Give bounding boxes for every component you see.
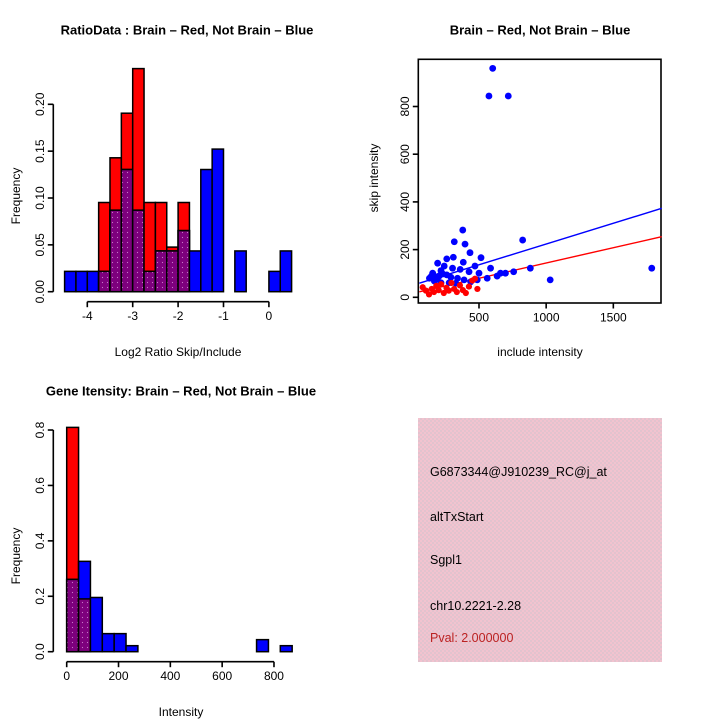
gene-intensity-histogram-canvas [0, 360, 360, 720]
svg-text:0.00: 0.00 [32, 280, 47, 304]
svg-text:0.6: 0.6 [32, 477, 47, 494]
svg-text:0.0: 0.0 [32, 643, 47, 661]
gene-symbol-text: Sgpl1 [430, 553, 462, 567]
svg-text:0.20: 0.20 [32, 92, 47, 116]
ratio-histogram-y-label: Frequency [9, 167, 23, 225]
svg-text:400: 400 [160, 669, 181, 684]
svg-text:0.05: 0.05 [32, 233, 47, 257]
svg-text:800: 800 [397, 96, 412, 117]
gene-intensity-histogram-x-label: Intensity [158, 705, 204, 719]
svg-text:200: 200 [108, 669, 129, 684]
ratio-histogram-canvas [0, 0, 360, 360]
gene-info-box [418, 418, 662, 662]
event-type-text: altTxStart [430, 510, 484, 524]
svg-text:0.4: 0.4 [32, 532, 47, 550]
svg-text:0: 0 [265, 309, 273, 324]
gene-intensity-histogram-y-label: Frequency [9, 527, 23, 585]
svg-text:1000: 1000 [532, 310, 560, 325]
svg-text:0.10: 0.10 [32, 186, 47, 210]
svg-text:-4: -4 [81, 309, 93, 324]
ratio-histogram-title: RatioData : Brain – Red, Not Brain – Blue [60, 22, 314, 38]
svg-text:1500: 1500 [599, 310, 627, 325]
svg-text:0.8: 0.8 [32, 421, 47, 439]
svg-text:0: 0 [397, 293, 412, 301]
svg-text:200: 200 [397, 239, 412, 260]
intensity-scatter-y-label: skip intensity [367, 143, 381, 213]
gene-intensity-histogram-title: Gene Itensity: Brain – Red, Not Brain – Blue [45, 383, 317, 399]
intensity-scatter-canvas [360, 0, 720, 360]
svg-text:800: 800 [263, 669, 284, 684]
panel-intensity-scatter [360, 0, 720, 360]
svg-text:600: 600 [212, 669, 233, 684]
panel-gene-info [360, 360, 720, 720]
intensity-scatter-x-label: include intensity [497, 345, 583, 359]
svg-text:-3: -3 [127, 309, 139, 324]
svg-text:-1: -1 [218, 309, 229, 324]
locus-text: chr10.2221-2.28 [430, 599, 522, 613]
svg-text:600: 600 [397, 144, 412, 165]
intensity-scatter-title: Brain – Red, Not Brain – Blue [449, 22, 631, 38]
svg-text:500: 500 [468, 310, 490, 325]
probe-id-text: G6873344@J910239_RC@j_at [430, 465, 607, 479]
ratio-histogram-x-label: Log2 Ratio Skip/Include [114, 345, 242, 359]
panel-ratio-histogram [0, 0, 360, 360]
pval-text: Pval: 2.000000 [430, 631, 514, 645]
svg-text:0: 0 [63, 669, 71, 684]
svg-text:-2: -2 [172, 309, 184, 324]
svg-text:400: 400 [397, 191, 412, 212]
svg-text:0.15: 0.15 [32, 139, 47, 163]
panel-gene-intensity-histogram [0, 360, 360, 720]
svg-text:0.2: 0.2 [32, 587, 47, 605]
